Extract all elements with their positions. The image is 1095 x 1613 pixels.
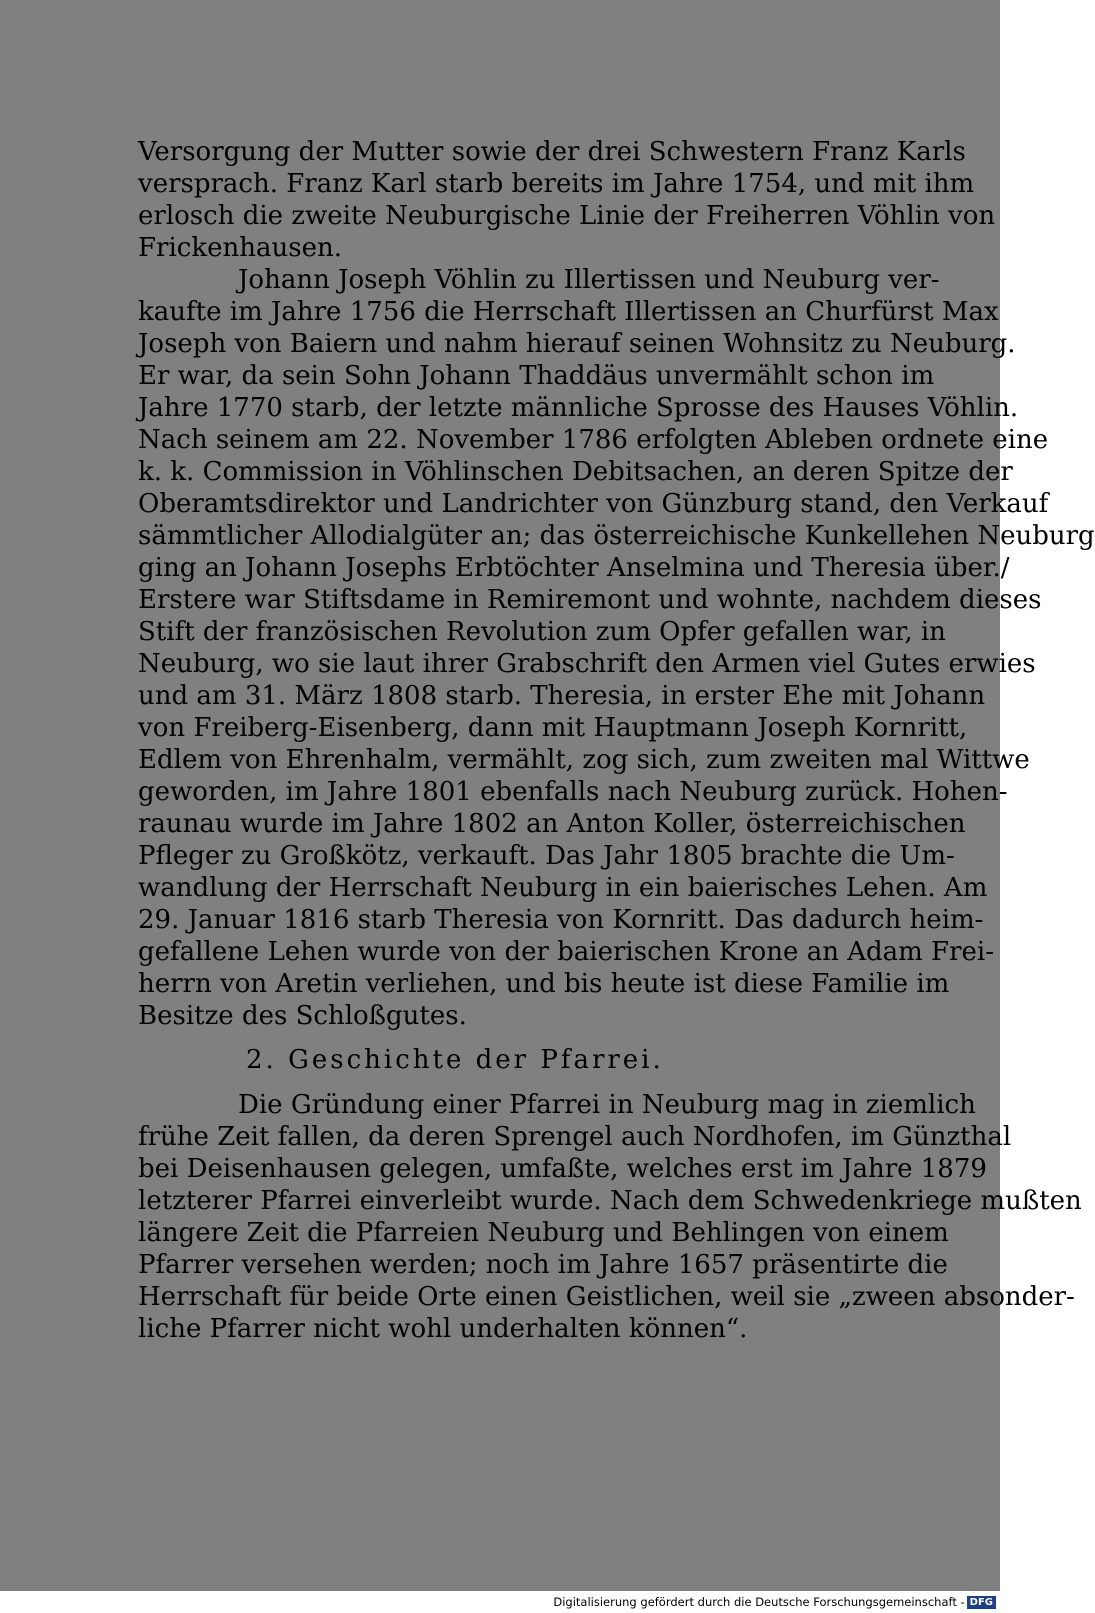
text-line: Edlem von Ehrenhalm, vermählt, zog sich, zum zweiten mal Wittwe xyxy=(138,745,1030,775)
text-line: wandlung der Herrschaft Neuburg in ein baierisches Lehen. Am xyxy=(138,873,988,903)
text-line: Johann Joseph Vöhlin zu Illertissen und Neuburg ver- xyxy=(238,265,940,295)
text-line: Besitze des Schloßgutes. xyxy=(138,1001,467,1031)
text-line: Herrschaft für beide Orte einen Geistlichen, weil sie „zween absonder- xyxy=(138,1282,1075,1312)
text-line: Oberamtsdirektor und Landrichter von Günzburg stand, den Verkauf xyxy=(138,489,1049,519)
text-line: bei Deisenhausen gelegen, umfaßte, welches erst im Jahre 1879 xyxy=(138,1154,987,1184)
text-line: von Freiberg-Eisenberg, dann mit Hauptmann Joseph Kornritt, xyxy=(138,713,968,743)
text-line: ging an Johann Josephs Erbtöchter Anselmina und Theresia über./ xyxy=(138,553,1010,583)
text-line: Pfarrer versehen werden; noch im Jahre 1657 präsentirte die xyxy=(138,1250,948,1280)
text-line: gefallene Lehen wurde von der baierischen Krone an Adam Frei- xyxy=(138,937,995,967)
text-line: Erstere war Stiftsdame in Remiremont und wohnte, nachdem dieses xyxy=(138,585,1042,615)
funding-note: Digitalisierung gefördert durch die Deutsche Forschungsgemeinschaft - xyxy=(553,1595,965,1609)
text-line: geworden, im Jahre 1801 ebenfalls nach Neuburg zurück. Hohen- xyxy=(138,777,1008,807)
text-line: Stift der französischen Revolution zum Opfer gefallen war, in xyxy=(138,617,946,647)
text-line: Jahre 1770 starb, der letzte männliche Sprosse des Hauses Vöhlin. xyxy=(138,393,1019,423)
text-line: Versorgung der Mutter sowie der drei Schwestern Franz Karls xyxy=(138,137,966,167)
text-line: frühe Zeit fallen, da deren Sprengel auch Nordhofen, im Günzthal xyxy=(138,1122,1012,1152)
text-line: Pfleger zu Großkötz, verkauft. Das Jahr 1805 brachte die Um- xyxy=(138,841,955,871)
text-line: Joseph von Baiern und nahm hierauf seinen Wohnsitz zu Neuburg. xyxy=(138,329,1016,359)
text-line: sämmtlicher Allodialgüter an; das österreichische Kunkellehen Neuburg xyxy=(138,521,1095,551)
text-line: raunau wurde im Jahre 1802 an Anton Koller, österreichischen xyxy=(138,809,966,839)
digitization-footer xyxy=(0,1591,1000,1613)
text-line: Neuburg, wo sie laut ihrer Grabschrift den Armen viel Gutes erwies xyxy=(138,649,1036,679)
text-line: liche Pfarrer nicht wohl underhalten können“. xyxy=(138,1314,748,1344)
text-line: kaufte im Jahre 1756 die Herrschaft Illertissen an Churfürst Max xyxy=(138,297,999,327)
text-line: 29. Januar 1816 starb Theresia von Kornritt. Das dadurch heim- xyxy=(138,905,984,935)
text-line: Frickenhausen. xyxy=(138,233,342,263)
text-line: herrn von Aretin verliehen, und bis heute ist diese Familie im xyxy=(138,969,950,999)
dfg-logo: DFG xyxy=(967,1596,996,1609)
text-line: erlosch die zweite Neuburgische Linie der Freiherren Vöhlin von xyxy=(138,201,996,231)
text-line: und am 31. März 1808 starb. Theresia, in erster Ehe mit Johann xyxy=(138,681,986,711)
section-heading: 2. Geschichte der Pfarrei. xyxy=(246,1045,664,1075)
text-line: letzterer Pfarrei einverleibt wurde. Nach dem Schwedenkriege mußten xyxy=(138,1186,1082,1216)
text-line: Er war, da sein Sohn Johann Thaddäus unvermählt schon im xyxy=(138,361,935,391)
text-line: versprach. Franz Karl starb bereits im Jahre 1754, und mit ihm xyxy=(138,169,975,199)
text-line: längere Zeit die Pfarreien Neuburg und Behlingen von einem xyxy=(138,1218,949,1248)
text-line: Nach seinem am 22. November 1786 erfolgten Ableben ordnete eine xyxy=(138,425,1049,455)
text-line: Die Gründung einer Pfarrei in Neuburg mag in ziemlich xyxy=(238,1090,976,1120)
text-line: k. k. Commission in Vöhlinschen Debitsachen, an deren Spitze der xyxy=(138,457,1013,487)
